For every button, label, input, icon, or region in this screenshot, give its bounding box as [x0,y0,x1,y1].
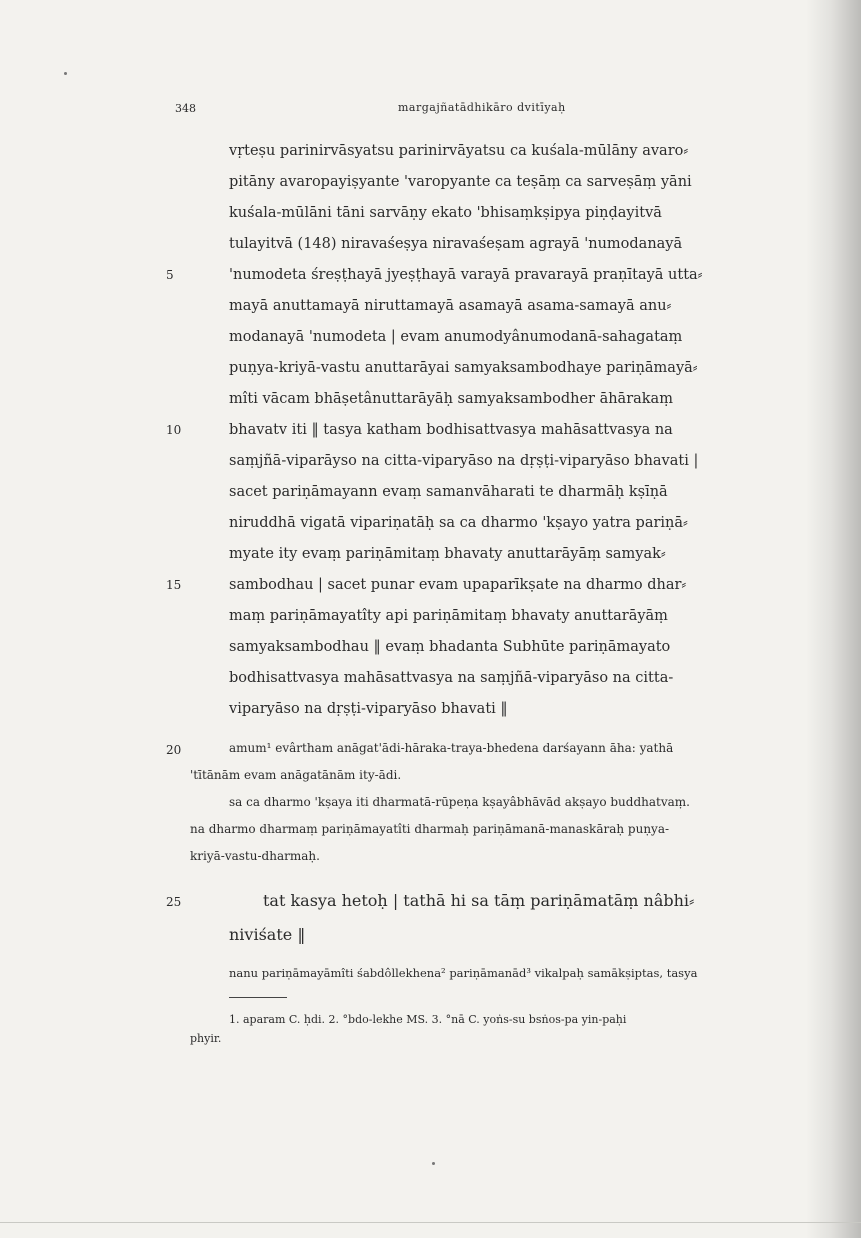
page-number: 348 [175,102,196,115]
text-line: niviśate ‖ [229,925,306,944]
text-line: maṃ pariṇāmayatîty api pariṇāmitaṃ bhavaty anuttarāyāṃ [229,608,668,624]
text-line: modanayā 'numodeta | evam anumodyânumodanā-sahagataṃ [229,329,683,345]
text-line: vṛteṣu parinirvāsyatsu parinirvāyatsu ca kuśala-mūlāny avaro⸗ [229,143,689,159]
line-number-20: 20 [166,743,182,757]
text-line: tulayitvā (148) niravaśeṣya niravaśeṣam agrayā 'numodanayā [229,236,683,252]
text-line: mîti vācam bhāṣetânuttarāyāḥ samyaksambodher āhārakaṃ [229,391,673,407]
scan-speck [432,1162,435,1165]
text-line: saṃjñā-viparāyso na citta-viparyāso na dṛṣṭi-viparyāso bhavati | [229,453,699,469]
footnote-line: 1. aparam C. ḥdi. 2. °bdo-lekhe MS. 3. °nā C. yoṅs-su bsṅos-pa yin-paḥi [229,1013,627,1026]
commentary-line: 'tītānām evam anāgatānām ity-ādi. [190,768,402,782]
line-number-15: 15 [166,578,182,592]
scan-speck [64,72,67,75]
text-line: 'numodeta śreṣṭhayā jyeṣṭhayā varayā pravarayā praṇītayā utta⸗ [229,267,703,283]
text-line: bhavatv iti ‖ tasya katham bodhisattvasya mahāsattvasya na [229,422,673,438]
running-title: margajñatādhikāro dvitīyaḥ [398,101,566,114]
commentary-line: na dharmo dharmaṃ pariṇāmayatîti dharmaḥ pariṇāmanā-manaskāraḥ puṇya- [190,822,670,836]
text-line: samyaksambodhau ‖ evaṃ bhadanta Subhūte pariṇāmayato [229,639,671,655]
text-line: mayā anuttamayā niruttamayā asamayā asama-samayā anu⸗ [229,298,672,314]
line-number-25: 25 [166,895,182,909]
commentary-line: nanu pariṇāmayāmîti śabdôllekhena² pariṇāmanād³ vikalpaḥ samākṣiptas, tasya [229,966,698,980]
commentary-line: sa ca dharmo 'kṣaya iti dharmatā-rūpeṇa kṣayâbhāvād akṣayo buddhatvaṃ. [229,795,690,809]
text-line: tat kasya hetoḥ | tathā hi sa tāṃ pariṇāmatāṃ nâbhi⸗ [263,891,695,910]
text-line: puṇya-kriyā-vastu anuttarāyai samyaksambodhaye pariṇāmayā⸗ [229,360,698,376]
footnote-line: phyir. [190,1032,222,1045]
text-line: bodhisattvasya mahāsattvasya na saṃjñā-viparyāso na citta- [229,670,674,686]
text-line: pitāny avaropayiṣyante 'varopyante ca teṣāṃ ca sarveṣāṃ yāni [229,174,692,190]
text-line: kuśala-mūlāni tāni sarvāṇy ekato 'bhisaṃkṣipya piṇḍayitvā [229,205,662,221]
text-line: sacet pariṇāmayann evaṃ samanvāharati te dharmāḥ kṣīṇā [229,484,668,500]
text-line: viparyāso na dṛṣṭi-viparyāso bhavati ‖ [229,701,508,717]
text-line: sambodhau | sacet punar evam upaparīkṣate na dharmo dhar⸗ [229,577,687,593]
commentary-line: kriyā-vastu-dharmaḥ. [190,849,320,863]
scan-edge-line [0,1222,861,1223]
binding-shadow [806,0,861,1238]
text-line: niruddhā vigatā vipariṇatāḥ sa ca dharmo 'kṣayo yatra pariṇā⸗ [229,515,688,531]
line-number-5: 5 [166,268,174,282]
text-line: myate ity evaṃ pariṇāmitaṃ bhavaty anuttarāyāṃ samyak⸗ [229,546,666,562]
commentary-line: amum¹ evârtham anāgat'ādi-hāraka-traya-bhedena darśayann āha: yathā [229,741,674,755]
line-number-10: 10 [166,423,182,437]
footnote-rule [229,997,287,998]
